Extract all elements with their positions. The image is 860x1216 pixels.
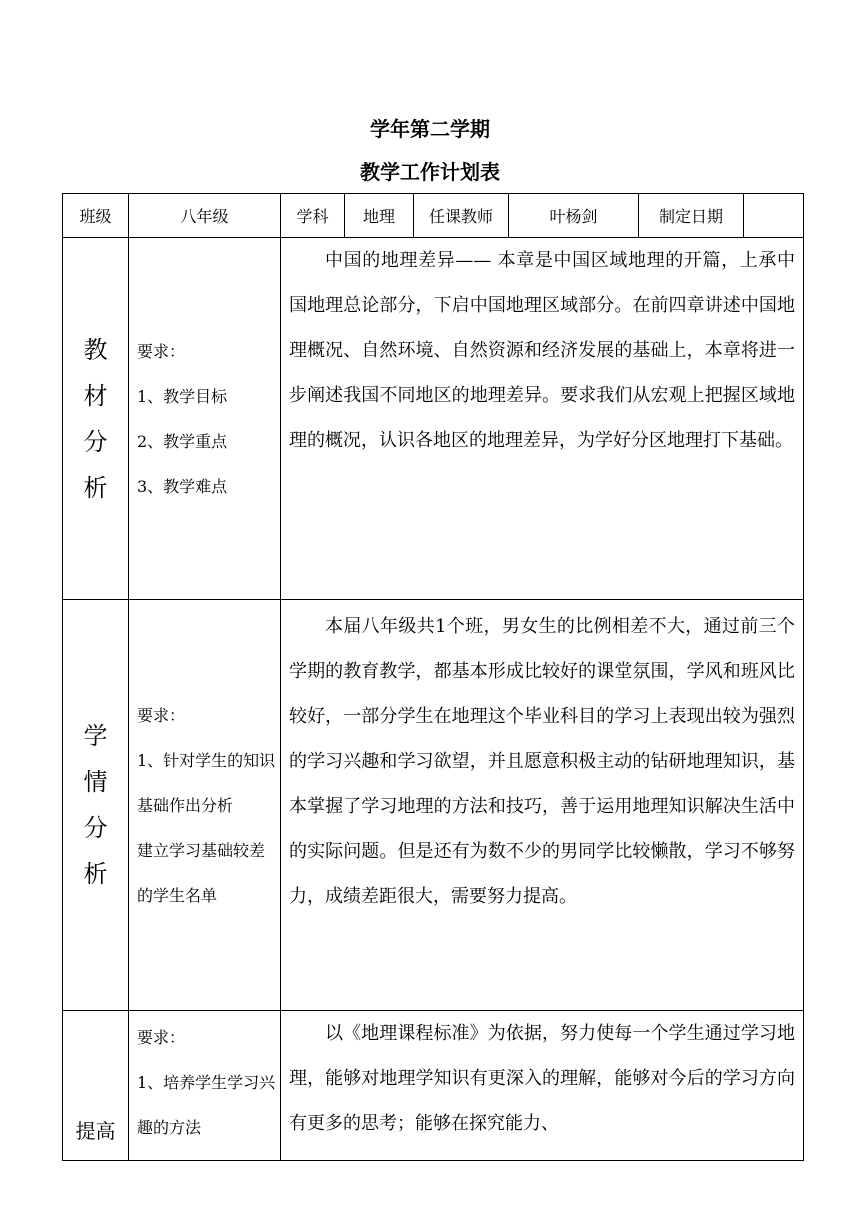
section-label-char: 教 <box>83 335 108 364</box>
title-line2: 教学工作计划表 <box>360 160 500 184</box>
requirement-line: 1、教学目标 <box>137 386 228 406</box>
requirement-line: 2、教学重点 <box>137 431 228 451</box>
section-content: 中国的地理差异—— 本章是中国区域地理的开篇，上承中国地理总论部分，下启中国地理区域部分。在前四章讲述中国地理概况、自然环境、自然资源和经济发展的基础上，本章将进一步阐述我国不同地区的地理差异。要求我们从宏观上把握区域地理的概况，认识各地区的地理差异，为学好分区地理打下基础。 <box>281 238 804 600</box>
section-label-char: 析 <box>83 860 108 888</box>
section-label-char: 学 <box>83 722 108 750</box>
date-label: 制定日期 <box>639 194 744 238</box>
section-content: 本届八年级共1个班，男女生的比例相差不大，通过前三个学期的教育教学，都基本形成比较好的课堂氛围，学风和班风比较好，一部分学生在地理这个毕业科目的学习上表现出较为强烈的学习兴趣和学习欲望，并且愿意积极主动的钻研地理知识，基本掌握了学习地理的方法和技巧，善于运用地理知识解决生活中的实际问题。但是还有为数不少的男同学比较懒散，学习不够努力，成绩差距很大，需要努力提高。 <box>281 600 804 1011</box>
section-label <box>63 1011 129 1161</box>
requirements <box>129 600 281 1011</box>
header-row <box>63 194 804 238</box>
requirement-line: 3、教学难点 <box>137 476 228 496</box>
teacher-label: 任课教师 <box>414 194 509 238</box>
subject-label: 学科 <box>281 194 345 238</box>
requirement-line: 要求： <box>137 705 186 725</box>
requirement-line: 1、针对学生的知识基础作出分析 <box>137 750 276 815</box>
section-row-student-analysis <box>63 600 804 1011</box>
section-label-char: 析 <box>83 473 108 502</box>
plan-table <box>62 193 804 1161</box>
requirement-line: 建立学习基础较差的学生名单 <box>137 840 266 905</box>
requirement-line: 要求： <box>137 1028 186 1047</box>
requirements <box>129 238 281 600</box>
date-value <box>744 194 804 238</box>
section-label <box>63 600 129 1011</box>
section-label-char: 分 <box>83 427 108 456</box>
teacher-value: 叶杨剑 <box>509 194 639 238</box>
class-value: 八年级 <box>129 194 281 238</box>
requirement-line: 要求： <box>137 341 186 361</box>
section-label <box>63 238 129 600</box>
section-label-char: 情 <box>83 768 108 796</box>
class-label: 班级 <box>63 194 129 238</box>
section-label-char: 分 <box>83 814 108 842</box>
section-row-improvement <box>63 1011 804 1161</box>
subject-value: 地理 <box>345 194 414 238</box>
section-row-textbook-analysis <box>63 238 804 600</box>
section-label-char: 材 <box>83 381 108 410</box>
section-content: 以《地理课程标准》为依据，努力使每一个学生通过学习地理，能够对地理学知识有更深入的理解，能够对今后的学习方向有更多的思考；能够在探究能力、 <box>281 1011 804 1161</box>
section-label-char: 提高 <box>75 1119 116 1143</box>
title-line1: 学年第二学期 <box>370 117 490 141</box>
requirements <box>129 1011 281 1161</box>
requirement-line: 1、培养学生学习兴趣的方法 <box>137 1073 276 1137</box>
